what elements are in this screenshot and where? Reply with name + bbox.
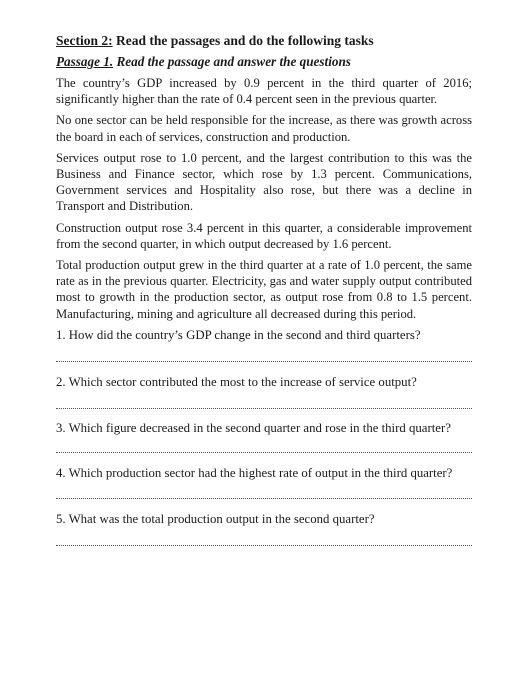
answer-line[interactable] xyxy=(56,361,472,362)
question-1 xyxy=(56,327,472,362)
paragraph-construction: Construction output rose 3.4 percent in this quarter, a considerable improvement from the second quarter, in which output decreased by 1.6 percent. xyxy=(56,220,472,251)
section-label: Section 2: xyxy=(56,33,113,48)
question-text: 5. What was the total production output in the second quarter? xyxy=(56,511,375,526)
section-title-text: Read the passages and do the following tasks xyxy=(116,33,374,48)
question-2 xyxy=(56,374,472,409)
question-text: 3. Which figure decreased in the second quarter and rose in the third quarter? xyxy=(56,421,451,436)
question-5 xyxy=(56,511,472,546)
passage-heading xyxy=(56,53,472,71)
question-text: 4. Which production sector had the highest rate of output in the third quarter? xyxy=(56,466,453,481)
question-3 xyxy=(56,420,472,453)
section-heading xyxy=(56,32,472,50)
paragraph-services: Services output rose to 1.0 percent, and the largest contribution to this was the Business and Finance sector, which rose by 1.3 percent. Communications, Government services and Hospitality also rose, but there was a decline in Transport and Distribution. xyxy=(56,150,472,214)
paragraph-gdp: The country’s GDP increased by 0.9 percent in the third quarter of 2016; significantly higher than the rate of 0.4 percent seen in the previous quarter. xyxy=(56,76,472,107)
answer-line[interactable] xyxy=(56,408,472,409)
passage-title-text: Read the passage and answer the questions xyxy=(116,54,351,69)
answer-line[interactable] xyxy=(56,545,472,546)
question-4 xyxy=(56,465,472,498)
passage-label: Passage 1. xyxy=(56,54,114,69)
question-text: 1. How did the country’s GDP change in the second and third quarters? xyxy=(56,327,421,342)
question-text: 2. Which sector contributed the most to the increase of service output? xyxy=(56,375,417,390)
worksheet-page xyxy=(56,32,472,546)
answer-line[interactable] xyxy=(56,452,472,453)
answer-line[interactable] xyxy=(56,498,472,499)
paragraph-sectors: No one sector can be held responsible for the increase, as there was growth across the board in each of services, construction and production. xyxy=(56,113,472,144)
paragraph-production: Total production output grew in the third quarter at a rate of 1.0 percent, the same rate as in the previous quarter. Electricity, gas and water supply output contributed most to growth in the production sector, as output rose from 0.8 to 1.5 percent. Manufacturing, mining and agriculture all decreased during this period. xyxy=(56,258,472,321)
